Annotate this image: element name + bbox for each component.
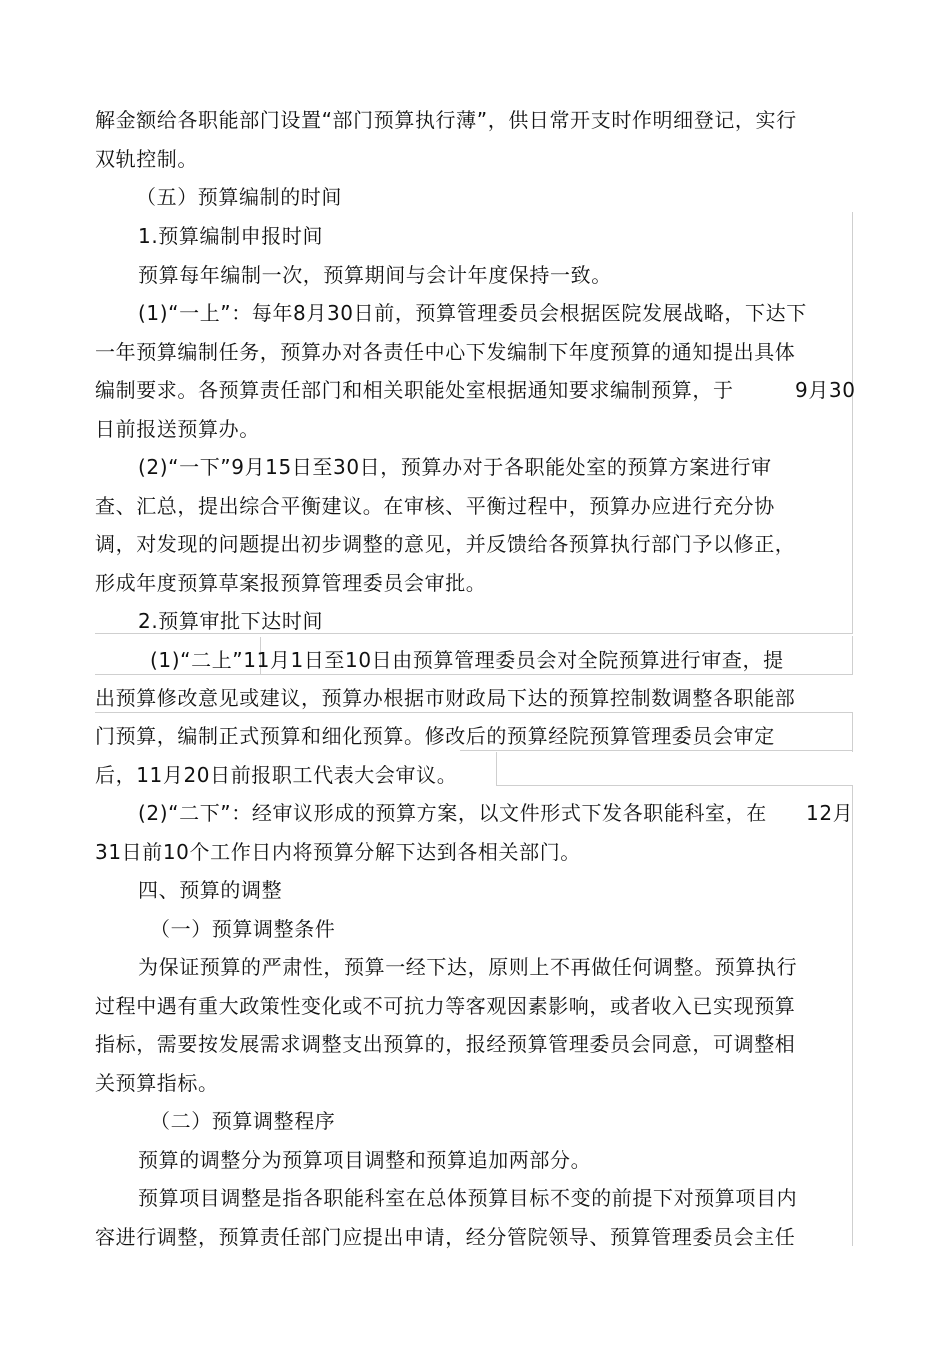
text-line: (1)“二上”11月1日至10日由预算管理委员会对全院预算进行审查，提 bbox=[150, 648, 784, 672]
text-line: 9月30 bbox=[795, 378, 856, 402]
text-line: 31日前10个工作日内将预算分解下达到各相关部门。 bbox=[95, 840, 581, 864]
text-line: 门预算，编制正式预算和细化预算。修改后的预算经院预算管理委员会审定 bbox=[95, 724, 775, 748]
text-line: 过程中遇有重大政策性变化或不可抗力等客观因素影响，或者收入已实现预算 bbox=[95, 994, 796, 1018]
text-line: 查、汇总，提出综合平衡建议。在审核、平衡过程中，预算办应进行充分协 bbox=[95, 494, 775, 518]
text-line: (1)“一上”：每年8月30日前，预算管理委员会根据医院发展战略，下达下 bbox=[138, 301, 807, 325]
text-line: 指标，需要按发展需求调整支出预算的，报经预算管理委员会同意，可调整相 bbox=[95, 1032, 796, 1056]
section-heading: 四、预算的调整 bbox=[138, 878, 283, 902]
border-line bbox=[95, 674, 853, 675]
text-line: 出预算修改意见或建议，预算办根据市财政局下达的预算控制数调整各职能部 bbox=[95, 686, 796, 710]
section-heading: （五）预算编制的时间 bbox=[136, 185, 342, 209]
text-line: 容进行调整，预算责任部门应提出申请，经分管院领导、预算管理委员会主任 bbox=[95, 1225, 796, 1249]
border-line bbox=[95, 712, 853, 713]
text-line: 为保证预算的严肃性，预算一经下达，原则上不再做任何调整。预算执行 bbox=[138, 955, 798, 979]
border-line bbox=[852, 636, 853, 675]
border-line bbox=[852, 712, 853, 752]
text-line: 预算每年编制一次，预算期间与会计年度保持一致。 bbox=[138, 263, 612, 287]
text-line: 形成年度预算草案报预算管理委员会审批。 bbox=[95, 571, 487, 595]
text-line: 解金额给各职能部门设置“部门预算执行薄”，供日常开支时作明细登记，实行 bbox=[95, 108, 797, 132]
subsection-heading: 2.预算审批下达时间 bbox=[138, 609, 324, 633]
text-line: 预算的调整分为预算项目调整和预算追加两部分。 bbox=[138, 1148, 592, 1172]
text-line: 关预算指标。 bbox=[95, 1071, 219, 1095]
subsection-heading: （二）预算调整程序 bbox=[150, 1109, 336, 1133]
text-line: 一年预算编制任务，预算办对各责任中心下发编制下年度预算的通知提出具体 bbox=[95, 340, 796, 364]
text-line: 调，对发现的问题提出初步调整的意见，并反馈给各预算执行部门予以修正， bbox=[95, 532, 796, 556]
text-line: 编制要求。各预算责任部门和相关职能处室根据通知要求编制预算，于 bbox=[95, 378, 734, 402]
border-line bbox=[852, 212, 853, 634]
text-line: 12月 bbox=[806, 801, 854, 825]
subsection-heading: 1.预算编制申报时间 bbox=[138, 224, 324, 248]
text-line: (2)“二下”：经审议形成的预算方案，以文件形式下发各职能科室，在 bbox=[138, 801, 767, 825]
border-line bbox=[460, 750, 853, 751]
text-line: 后，11月20日前报职工代表大会审议。 bbox=[95, 763, 458, 787]
text-line: 预算项目调整是指各职能科室在总体预算目标不变的前提下对预算项目内 bbox=[138, 1186, 798, 1210]
text-line: (2)“一下”9月15日至30日，预算办对于各职能处室的预算方案进行审 bbox=[138, 455, 772, 479]
border-line bbox=[852, 786, 853, 1246]
subsection-heading: （一）预算调整条件 bbox=[150, 917, 336, 941]
border-line bbox=[496, 785, 853, 786]
text-line: 日前报送预算办。 bbox=[95, 417, 260, 441]
border-line bbox=[496, 752, 497, 786]
text-line: 双轨控制。 bbox=[95, 147, 198, 171]
